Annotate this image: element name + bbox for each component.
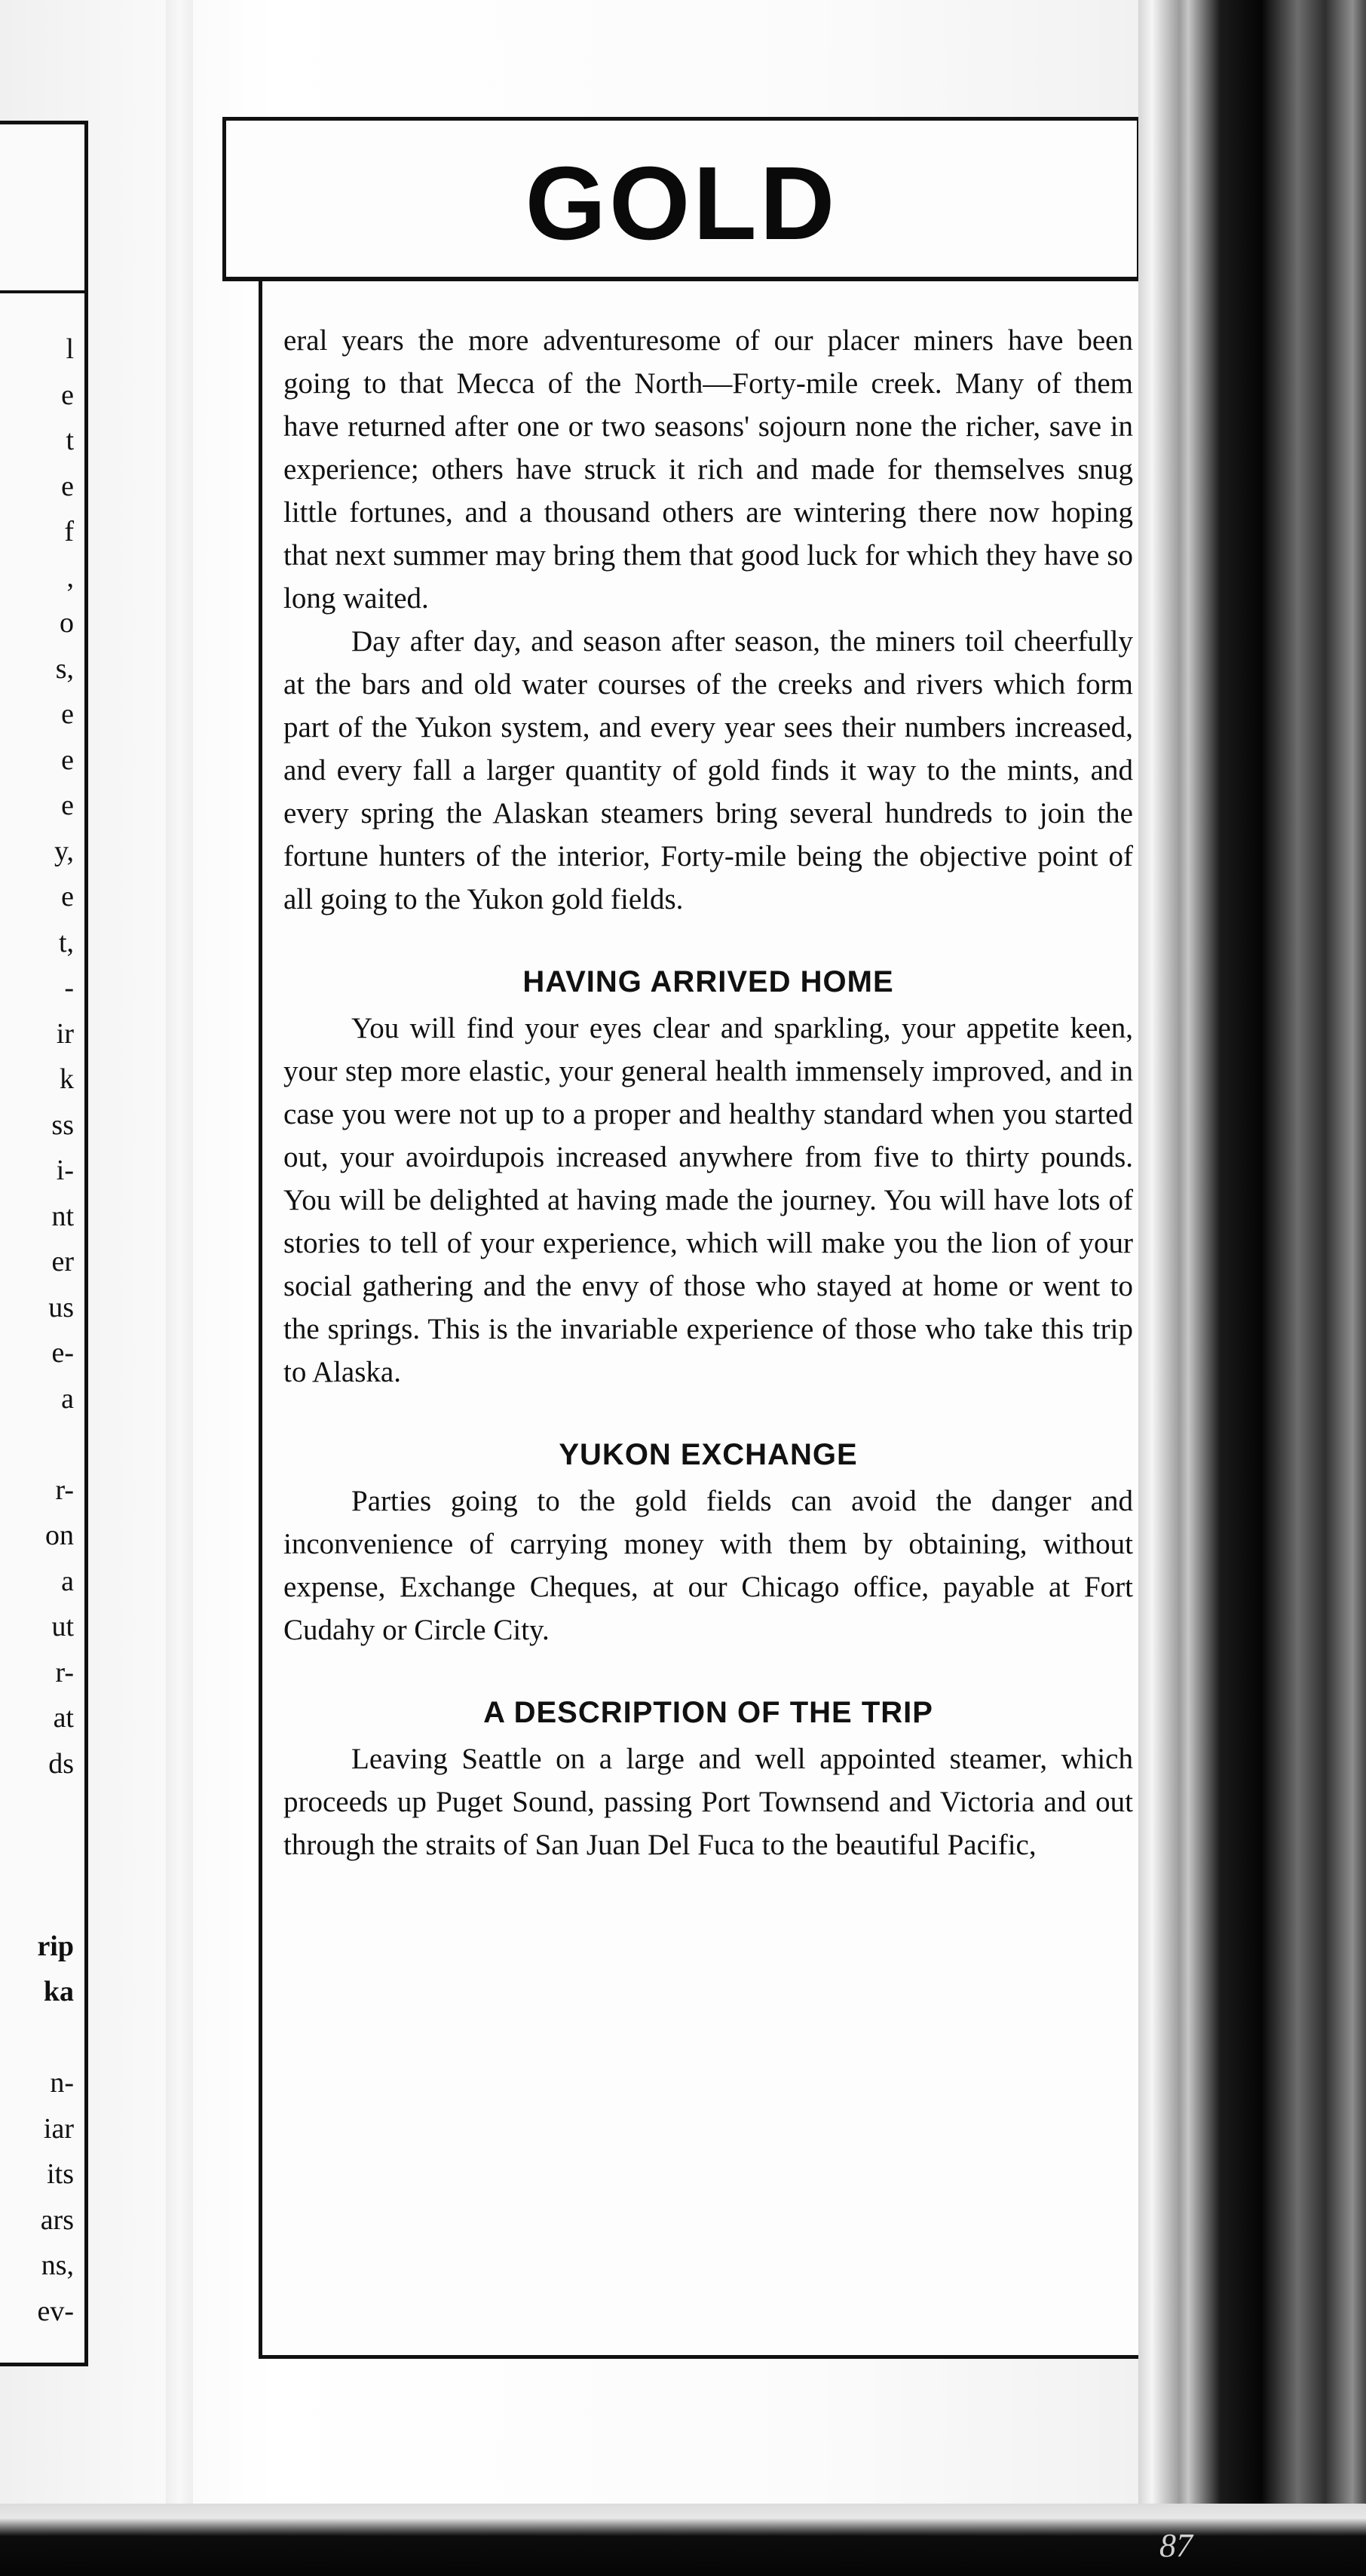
left-column-fragment: e [61, 698, 74, 730]
left-column-fragment: on [45, 1520, 74, 1551]
left-column-fragment: a [61, 1565, 74, 1597]
left-column-fragment: y, [54, 835, 74, 867]
left-column-fragment: k [60, 1063, 74, 1095]
left-column-fragment: t, [58, 926, 74, 958]
heading-having-arrived-home: HAVING ARRIVED HOME [522, 965, 894, 998]
left-column-fragment: rip [37, 1930, 74, 1962]
left-column-fragment: iar [43, 2112, 74, 2145]
page-mark: 87 [1159, 2527, 1193, 2564]
left-column-fragment: ka [43, 1976, 74, 2007]
page-gutter [166, 0, 193, 2576]
left-column-fragment: l [66, 333, 74, 365]
left-column-fragment: its [47, 2158, 74, 2190]
paragraph-miners: Day after day, and season after season, the miners toil cheerfully at the bars and old water courses of the creeks and rivers which form part of the Yukon system, and every year sees their numbers increased, and every fall a larger quantity of gold finds it way to the mints, and every spring the Alaskan steamers bring several hundreds to join the fortune hunters of the interior, Forty-mile being the objective point of all going to the Yukon gold fields. [283, 625, 1133, 915]
heading-description-of-trip: A DESCRIPTION OF THE TRIP [483, 1696, 933, 1729]
left-column-fragment: r- [55, 1656, 74, 1688]
page-title: GOLD [525, 146, 838, 262]
paragraph-forty-mile: eral years the more adventuresome of our placer miners have been going to that Mecca of the North—Forty-mile creek. Many of them have returned after one or two seasons' sojourn none the richer, save in experience; others have struck it rich and made for themselves snug little fortunes, and a thousand others are wintering there now hoping that next summer may bring them that good luck for which they have so long waited. [283, 324, 1133, 615]
left-column-fragment: a [61, 1382, 74, 1415]
left-column-fragment: i- [56, 1155, 74, 1186]
left-column-fragment: - [64, 972, 74, 1004]
heading-yukon-exchange: YUKON EXCHANGE [559, 1438, 858, 1471]
body-box [259, 281, 1182, 2359]
left-column-fragment: nt [51, 1200, 74, 1232]
left-column-fragment: us [48, 1291, 74, 1323]
left-column-fragment: at [53, 1702, 74, 1734]
left-column-fragment: e [61, 744, 74, 776]
left-column-fragment: e- [51, 1337, 74, 1369]
left-column-fragment: er [51, 1246, 74, 1277]
left-column-fragment: ss [51, 1109, 74, 1141]
left-column-fragment: s, [55, 652, 74, 685]
left-column-fragment: e [61, 470, 74, 502]
left-column-header-rule [0, 290, 84, 293]
left-column-fragment: e [61, 379, 74, 411]
left-column-fragment: ds [48, 1747, 74, 1780]
left-column-fragment: f [64, 516, 74, 547]
left-column-fragment: ut [51, 1611, 74, 1642]
left-column-fragment: ns, [41, 2249, 74, 2281]
title-box [222, 117, 1141, 281]
left-column-fragment: o [60, 607, 74, 639]
paragraph-arrived-home: You will find your eyes clear and sparkling, your appetite keen, your step more elastic, your general health immensely improved, and in case you were not up to a proper and healthy standard when you started out, your avoirdupois increased anywhere from five to thirty pounds. You will be delighted at having made the journey. You will have lots of stories to tell of your experience, which will make you the lion of your social gathering and the envy of those who stayed at home or went to the springs. This is the invariable experience of those who take this trip to Alaska. [283, 1012, 1133, 1388]
left-column-fragment: n- [50, 2067, 74, 2099]
left-column-fragment: , [66, 561, 74, 593]
left-column-fragment: e [61, 881, 74, 912]
left-column-fragment: e [61, 790, 74, 821]
page-edge-shadow [1138, 0, 1366, 2576]
left-page-column [0, 121, 88, 2366]
left-column-fragment: ars [40, 2203, 74, 2236]
left-column-fragment: t [66, 425, 74, 456]
article-body [283, 319, 1133, 1866]
left-column-fragment: ev- [37, 2295, 74, 2327]
paragraph-description-of-trip: Leaving Seattle on a large and well appointed steamer, which proceeds up Puget Sound, passing Port Townsend and Victoria and out through the straits of San Juan Del Fuca to the beautiful Pacific, [283, 1743, 1133, 1861]
left-column-fragment: r- [55, 1474, 74, 1506]
left-column-fragment: ir [56, 1017, 74, 1050]
paragraph-yukon-exchange: Parties going to the gold fields can avoid the danger and inconvenience of carrying money with them by obtaining, without expense, Exchange Cheques, at our Chicago office, payable at Fort Cudahy or Circle City. [283, 1485, 1133, 1646]
